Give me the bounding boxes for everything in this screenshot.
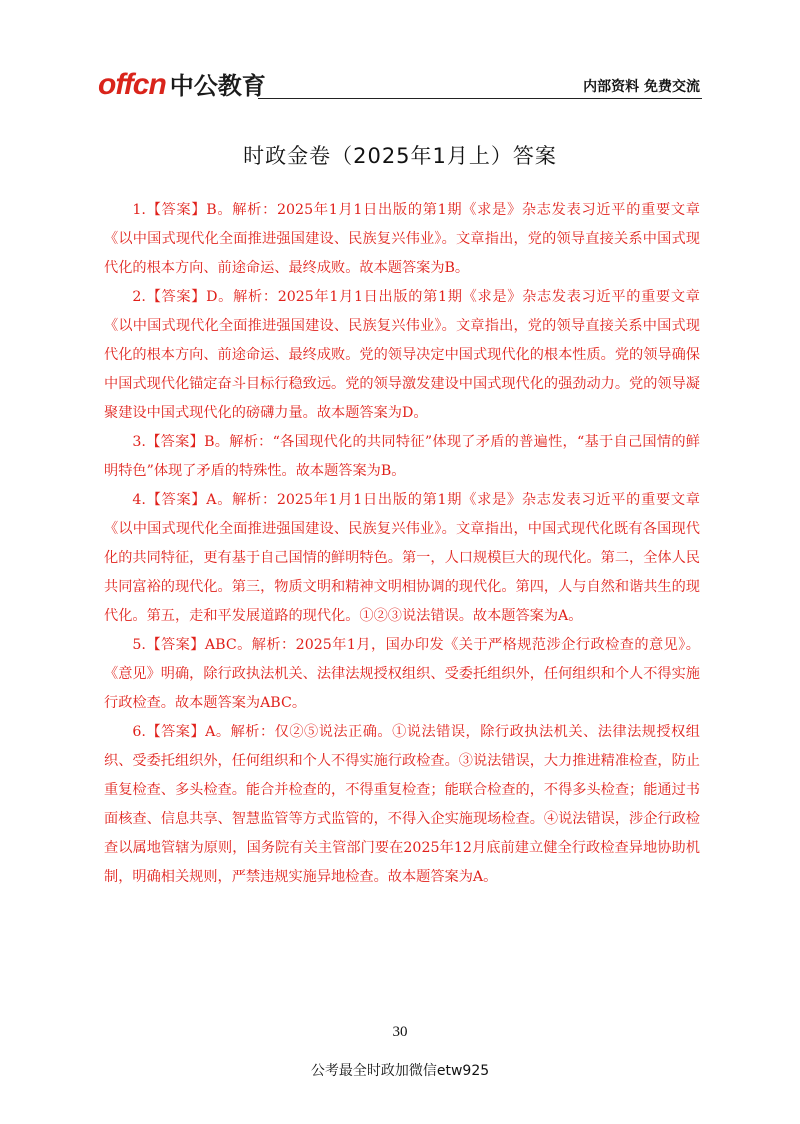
page-header — [98, 64, 702, 104]
page-title: 时政金卷（2025年1月上）答案 — [243, 144, 557, 168]
answer-item-2: 2.【答案】D。解析：2025年1月1日出版的第1期《求是》杂志发表习近平的重要文章《以中国式现代化全面推进强国建设、民族复兴伟业》。文章指出，党的领导直接关系中国式现代化的根本方向、前途命运、最终成败。党的领导决定中国式现代化的根本性质。党的领导确保中国式现代化锚定奋斗目标行稳致远。党的领导激发建设中国式现代化的强劲动力。党的领导凝聚建设中国式现代化的磅礴力量。故本题答案为D。 — [104, 289, 700, 421]
logo-chinese-text: 中公教育 — [169, 72, 266, 100]
offcn-logo — [98, 66, 266, 100]
header-divider — [258, 98, 702, 99]
page-number: 30 — [392, 1024, 408, 1040]
answer-item-6: 6.【答案】A。解析：仅②⑤说法正确。①说法错误，除行政执法机关、法律法规授权组织、受委托组织外，任何组织和个人不得实施行政检查。③说法错误，大力推进精准检查，防止重复检查、多头检查。能合并检查的，不得重复检查；能联合检查的，不得多头检查；能通过书面核查、信息共享、智慧监管等方式监管的，不得入企实施现场检查。④说法错误，涉企行政检查以属地管辖为原则，国务院有关主管部门要在2025年12月底前建立健全行政检查异地协助机制，明确相关规则，严禁违规实施异地检查。故本题答案为A。 — [104, 724, 700, 885]
answer-item-1: 1.【答案】B。解析：2025年1月1日出版的第1期《求是》杂志发表习近平的重要文章《以中国式现代化全面推进强国建设、民族复兴伟业》。文章指出，党的领导直接关系中国式现代化的根本方向、前途命运、最终成败。故本题答案为B。 — [104, 202, 700, 276]
answer-item-3: 3.【答案】B。解析：“各国现代化的共同特征”体现了矛盾的普遍性，“基于自己国情的鲜明特色”体现了矛盾的特殊性。故本题答案为B。 — [104, 434, 700, 479]
answer-item-5: 5.【答案】ABC。解析：2025年1月，国办印发《关于严格规范涉企行政检查的意见》。《意见》明确，除行政执法机关、法律法规授权组织、受委托组织外，任何组织和个人不得实施行政检查。故本题答案为ABC。 — [104, 637, 700, 711]
header-tag: 内部资料 免费交流 — [583, 79, 700, 95]
answer-list — [104, 196, 700, 892]
answer-item-4: 4.【答案】A。解析：2025年1月1日出版的第1期《求是》杂志发表习近平的重要文章《以中国式现代化全面推进强国建设、民族复兴伟业》。文章指出，中国式现代化既有各国现代化的共同特征，更有基于自己国情的鲜明特色。第一，人口规模巨大的现代化。第二，全体人民共同富裕的现代化。第三，物质文明和精神文明相协调的现代化。第四，人与自然和谐共生的现代化。第五，走和平发展道路的现代化。①②③说法错误。故本题答案为A。 — [104, 492, 700, 624]
logo-latin-text: offcn — [98, 68, 166, 101]
footer-note: 公考最全时政加微信etw925 — [310, 1063, 490, 1079]
